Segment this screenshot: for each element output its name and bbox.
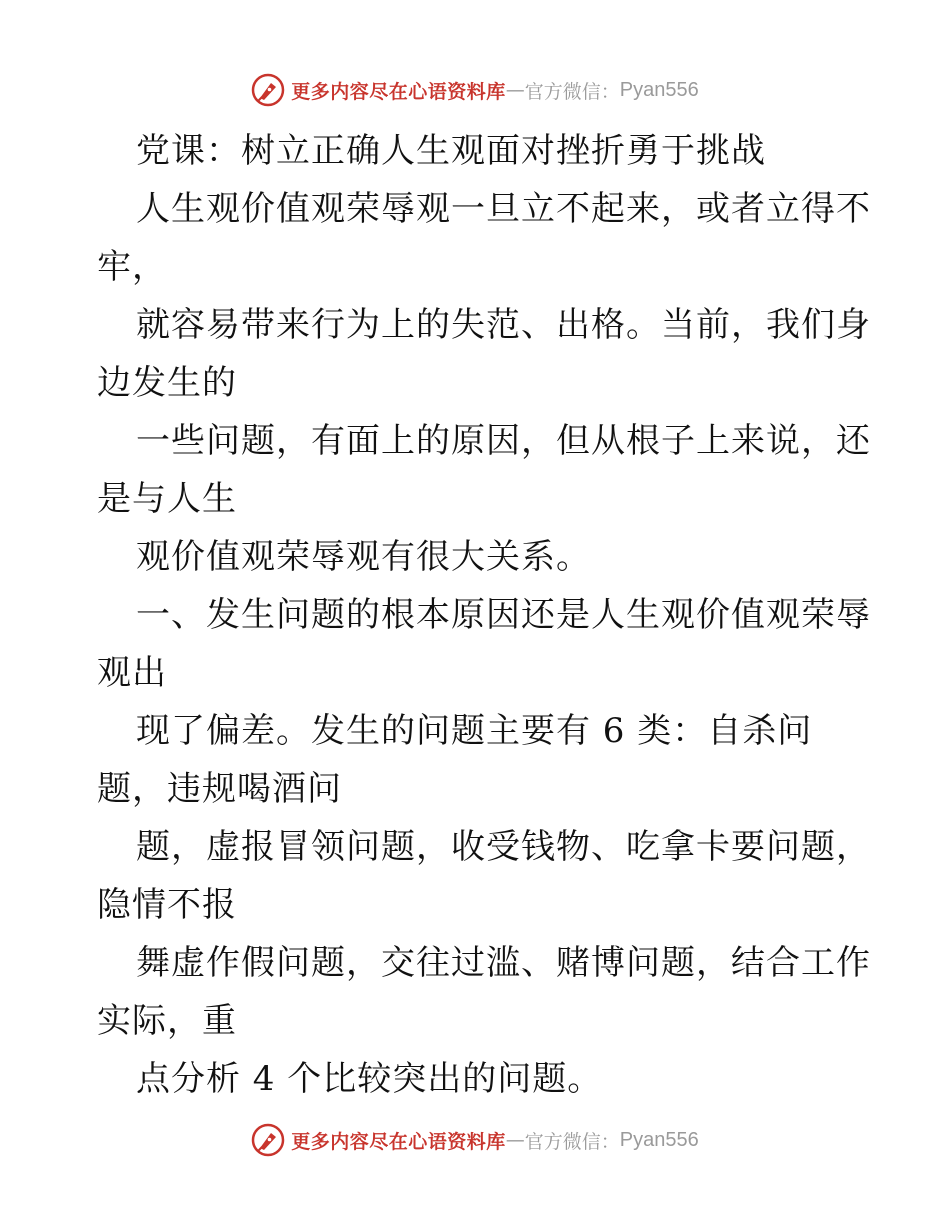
paragraph-continuation-line: 观出 — [97, 653, 167, 693]
paragraph-line: 点分析 4 个比较突出的问题。 — [136, 1059, 603, 1099]
official-wechat-label: 官方微信： — [524, 80, 620, 103]
document-body — [0, 122, 950, 1108]
paragraph-line: 一、发生问题的根本原因还是人生观价值观荣辱 — [136, 595, 871, 635]
official-wechat-label: 官方微信： — [524, 1130, 620, 1153]
separator-dash: — — [505, 1129, 525, 1151]
paragraph-continuation-line: 隐情不报 — [97, 885, 237, 925]
paragraph-continuation-line: 是与人生 — [97, 479, 237, 519]
wechat-handle: Pyan556 — [619, 1128, 699, 1151]
footer-watermark — [0, 1120, 950, 1160]
paragraph-continuation-line: 边发生的 — [97, 363, 237, 403]
paragraph-line: 人生观价值观荣辱观一旦立不起来，或者立得不 — [136, 189, 871, 229]
paragraph-continuation-line: 实际，重 — [97, 1001, 237, 1041]
paragraph-line: 观价值观荣辱观有很大关系。 — [136, 537, 591, 577]
promo-text: 更多内容尽在心语资料库 — [291, 1130, 506, 1153]
paragraph-continuation-line: 牢， — [97, 247, 167, 287]
pen-nib-logo-icon — [251, 73, 285, 107]
pen-nib-logo-icon — [251, 1123, 285, 1157]
paragraph-line: 党课：树立正确人生观面对挫折勇于挑战 — [136, 131, 766, 171]
promo-text: 更多内容尽在心语资料库 — [291, 80, 506, 103]
wechat-handle: Pyan556 — [619, 78, 699, 101]
paragraph-continuation-line: 题，违规喝酒问 — [97, 769, 342, 809]
paragraph-line: 舞虚作假问题，交往过滥、赌博问题，结合工作 — [136, 943, 871, 983]
paragraph-line: 就容易带来行为上的失范、出格。当前，我们身 — [136, 305, 871, 345]
header-watermark — [0, 70, 950, 110]
paragraph-line: 现了偏差。发生的问题主要有 6 类：自杀问 — [136, 711, 813, 751]
separator-dash: — — [505, 79, 525, 101]
paragraph-line: 题，虚报冒领问题，收受钱物、吃拿卡要问题， — [136, 827, 871, 867]
paragraph-line: 一些问题，有面上的原因，但从根子上来说，还 — [136, 421, 871, 461]
